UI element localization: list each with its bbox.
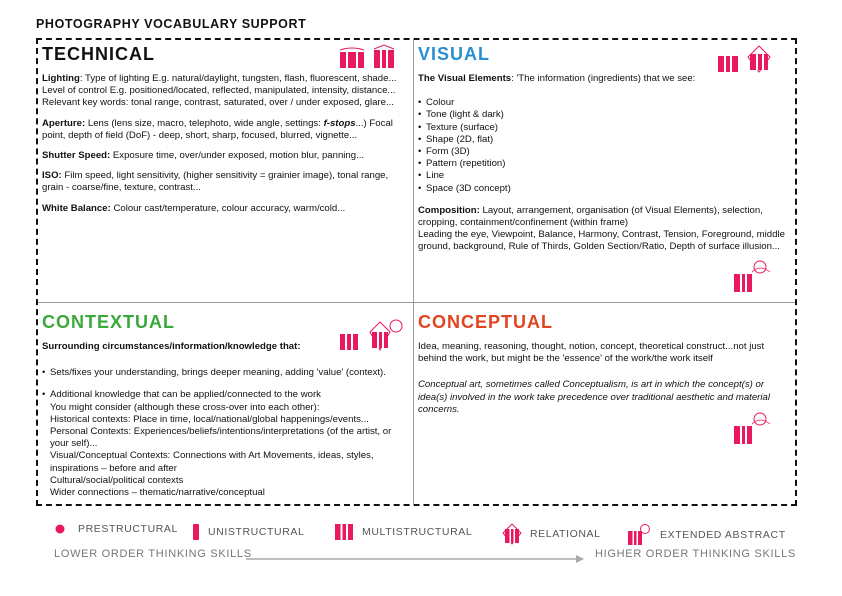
- list-item: Wider connections – thematic/narrative/conceptual: [50, 487, 265, 499]
- lower-order-label: LOWER ORDER THINKING SKILLS: [54, 548, 252, 560]
- solo-legend: [54, 523, 794, 543]
- list-item: Cultural/social/political contexts: [50, 474, 184, 486]
- list-item: • Form (3D): [418, 146, 792, 158]
- composition-paragraph: Composition: Layout, arrangement, organisation (of Visual Elements), selection, cropping, containment/confinement (within frame): [418, 204, 763, 229]
- list-item: • Pattern (repetition): [418, 158, 792, 170]
- conceptual-definition: Idea, meaning, reasoning, thought, notion, concept, theoretical construct...not just behind the work, but might be the 'essence' of the work/the work itself: [418, 341, 765, 365]
- legend-unistructural: UNISTRUCTURAL: [192, 523, 304, 541]
- white-balance-paragraph: White Balance: Colour cast/temperature, colour accuracy, warm/cold...: [42, 202, 346, 214]
- extended-abstract-icon: [366, 318, 406, 352]
- relational-icon: [502, 523, 522, 545]
- conceptual-section: [418, 310, 792, 424]
- multi-bar-icon: [716, 50, 740, 74]
- legend-multistructural: MULTISTRUCTURAL: [334, 523, 472, 541]
- list-item: • Tone (light & dark): [418, 109, 792, 121]
- contextual-lines: [42, 402, 410, 500]
- composition-paragraph-2: Leading the eye, Viewpoint, Balance, Harmony, Contrast, Tension, Foreground, middle ground, background, Rule of Thirds, Golden Section/Ratio, Depth of surface illusion...: [418, 229, 785, 253]
- iso-paragraph: ISO: Film speed, light sensitivity, (higher sensitivity = grainier image), tonal range, grain - coarse/fine, texture, contrast...: [42, 170, 389, 194]
- document-title: PHOTOGRAPHY VOCABULARY SUPPORT: [36, 17, 307, 31]
- legend-prestructural: PRESTRUCTURAL: [54, 523, 178, 535]
- multi-bar-icon: [338, 328, 360, 352]
- legend-relational: RELATIONAL: [502, 523, 601, 545]
- contextual-heading: CONTEXTUAL: [42, 312, 175, 332]
- list-item: • Space (3D concept): [418, 183, 792, 195]
- extended-abstract-icon: [626, 523, 652, 547]
- list-item: • Shape (2D, flat): [418, 134, 792, 146]
- legend-extended-abstract: EXTENDED ABSTRACT: [626, 523, 786, 547]
- list-item: Historical contexts: Place in time, local/national/global happenings/events...: [50, 413, 369, 425]
- lighting-paragraph: Lighting: Type of lighting E.g. natural/daylight, tungsten, flash, fluorescent, shade... Level of control E.g. positioned/located, reflected, manipulated, intensity, distance... Relevant key words: tonal range, contrast, saturated, over / under exposed, glare...: [42, 73, 397, 109]
- visual-elements-list: [418, 97, 792, 195]
- vertical-divider: [413, 38, 414, 506]
- list-item: • Colour: [418, 97, 792, 109]
- list-item: • Line: [418, 170, 792, 182]
- contextual-icons: [338, 318, 406, 352]
- multi-bar-icon: [334, 523, 354, 541]
- technical-heading: TECHNICAL: [42, 44, 155, 64]
- extended-abstract-icon: [732, 258, 772, 294]
- visual-elements-intro: The Visual Elements: 'The information (ingredients) that we see:: [418, 73, 696, 84]
- list-item: Personal Contexts: Experiences/beliefs/intentions/interpretations (of the artist, or your self)...: [50, 426, 392, 450]
- technical-icons: [338, 44, 396, 70]
- list-item: • Texture (surface): [418, 122, 792, 134]
- list-item: Visual/Conceptual Contexts: Connections with Art Movements, ideas, styles, inspirations – before and after: [50, 450, 374, 474]
- visual-heading: VISUAL: [418, 44, 491, 64]
- contextual-bullets: [42, 367, 410, 401]
- visual-icons: [716, 44, 772, 74]
- relational-icon: [746, 44, 772, 74]
- progression-arrow-icon: [246, 554, 586, 564]
- conceptual-heading: CONCEPTUAL: [418, 312, 553, 332]
- extended-abstract-icon: [732, 410, 772, 446]
- higher-order-label: HIGHER ORDER THINKING SKILLS: [595, 548, 796, 560]
- list-item: • Additional knowledge that can be applied/connected to the work: [42, 389, 410, 401]
- aperture-paragraph: Aperture: Lens (lens size, macro, telephoto, wide angle, settings: f-stops...) Focal point, depth of field (DoF) - deep, short, sharp, focused, blurred, vignette...: [42, 117, 393, 141]
- horizontal-divider: [38, 302, 795, 303]
- list-item: • Sets/fixes your understanding, brings deeper meaning, adding 'value' (context).: [42, 367, 410, 379]
- dot-icon: [54, 523, 66, 535]
- single-bar-icon: [192, 523, 200, 541]
- shutter-paragraph: Shutter Speed: Exposure time, over/under exposed, motion blur, panning...: [42, 150, 365, 162]
- contextual-lead: Surrounding circumstances/information/knowledge that:: [42, 341, 301, 352]
- multi-bar-icon: [372, 44, 396, 70]
- conceptual-art-note: Conceptual art, sometimes called Conceptualism, is art in which the concept(s) or idea(s) involved in the work take precedence over traditional aesthetic and material concerns.: [418, 379, 770, 415]
- list-item: You might consider (although these cross-over into each other):: [50, 401, 320, 413]
- relational-icon: [338, 46, 366, 70]
